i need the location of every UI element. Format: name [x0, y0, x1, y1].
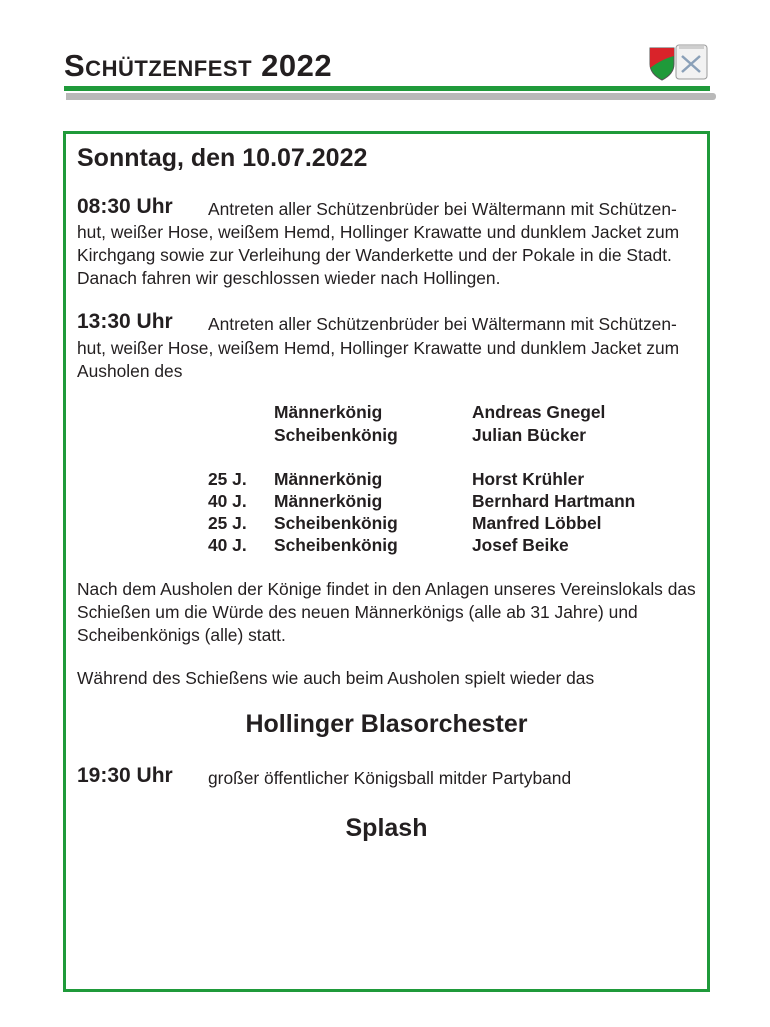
music-paragraph: Während des Schießens wie auch beim Ausholen spielt wieder das [77, 668, 595, 688]
club-crest-icon [646, 42, 710, 84]
block1-line1: Antreten aller Schützenbrüder bei Wältermann mit Schützen- [208, 199, 677, 219]
page-title: Schützenfest 2022 [64, 48, 333, 83]
date-heading: Sonntag, den 10.07.2022 [77, 144, 368, 172]
jubilee-title: Männerkönig [274, 491, 383, 511]
jubilee-title: Männerkönig [274, 469, 383, 489]
header-rule-shadow [66, 93, 716, 100]
jubilee-name: Manfred Löbbel [472, 513, 602, 533]
king-title: Männerkönig [274, 402, 383, 422]
jubilee-years: 25 J. [208, 469, 247, 489]
jubilee-name: Bernhard Hartmann [472, 491, 636, 511]
program-box [63, 131, 710, 992]
block2-text: hut, weißer Hose, weißem Hemd, Hollinger Krawatte und dunklem Jacket zum Ausholen des [77, 338, 680, 381]
time-0830: 08:30 Uhr [77, 195, 173, 218]
band-splash: Splash [345, 814, 428, 842]
jubilee-title: Scheibenkönig [274, 535, 398, 555]
block2-line1: Antreten aller Schützenbrüder bei Wältermann mit Schützen- [208, 314, 677, 334]
band-hollinger: Hollinger Blasorchester [245, 710, 528, 738]
block1-text: hut, weißer Hose, weißem Hemd, Hollinger Krawatte und dunklem Jacket zum Kirchgang sowie zur Verleihung der Wanderkette und der Pokale in die Stadt. Danach fahren wir geschlossen wieder nach Hollingen. [77, 222, 680, 288]
header-rule [64, 86, 710, 91]
king-name: Andreas Gnegel [472, 402, 606, 422]
jubilee-name: Horst Krühler [472, 469, 585, 489]
jubilee-title: Scheibenkönig [274, 513, 398, 533]
block3-text: großer öffentlicher Königsball mitder Partyband [208, 768, 572, 788]
time-1330: 13:30 Uhr [77, 310, 173, 333]
jubilee-years: 25 J. [208, 513, 247, 533]
time-1930: 19:30 Uhr [77, 764, 173, 787]
shooting-paragraph: Nach dem Ausholen der Könige findet in den Anlagen unseres Vereinslokals das Schießen um die Würde des neuen Männerkönigs (alle ab 31 Jahre) und Scheibenkönigs (alle) statt. [77, 579, 696, 645]
king-name: Julian Bücker [472, 425, 587, 445]
jubilee-years: 40 J. [208, 491, 247, 511]
king-title: Scheibenkönig [274, 425, 398, 445]
jubilee-name: Josef Beike [472, 535, 569, 555]
jubilee-years: 40 J. [208, 535, 247, 555]
